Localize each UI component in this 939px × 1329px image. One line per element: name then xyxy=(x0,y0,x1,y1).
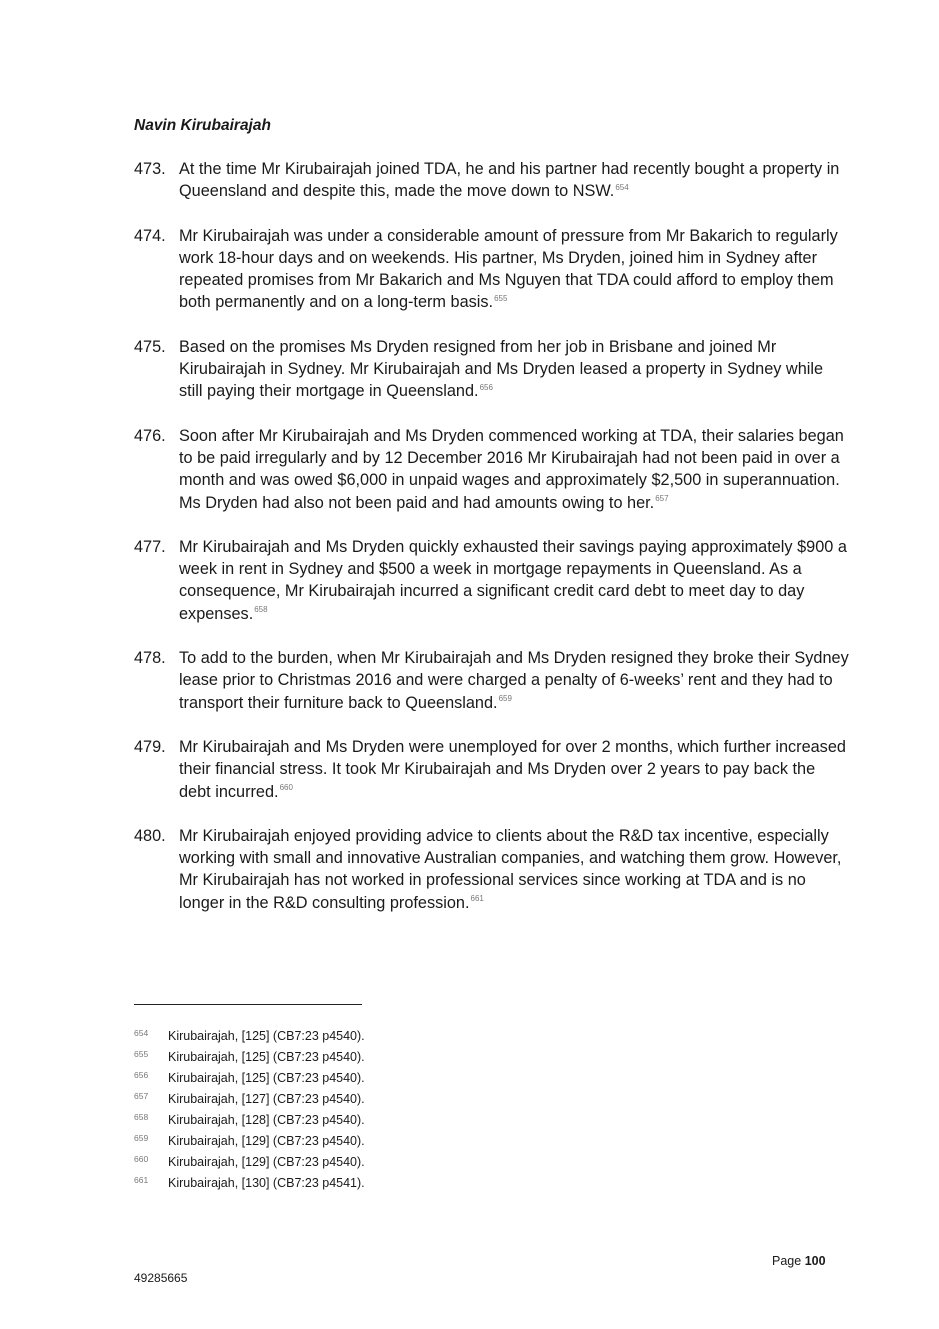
paragraph xyxy=(134,225,850,314)
footnote xyxy=(134,1026,634,1047)
footnote-text: Kirubairajah, [125] (CB7:23 p4540). xyxy=(168,1050,365,1064)
footnote-text: Kirubairajah, [129] (CB7:23 p4540). xyxy=(168,1155,365,1169)
paragraph-text: At the time Mr Kirubairajah joined TDA, he and his partner had recently bought a property in Queensland and despite this, made the move down to NSW. xyxy=(179,160,840,201)
footnote-number: 657 xyxy=(134,1091,149,1101)
paragraph-text: Mr Kirubairajah enjoyed providing advice to clients about the R&D tax incentive, especially working with small and innovative Australian companies, and watching them grow. However, Mr Kirubairajah has not worked in professional services since working at TDA and is no longer in the R&D consulting profession. xyxy=(179,826,842,912)
paragraph-number: 473. xyxy=(134,160,166,178)
footnote-text: Kirubairajah, [125] (CB7:23 p4540). xyxy=(168,1029,365,1043)
footnote-text: Kirubairajah, [128] (CB7:23 p4540). xyxy=(168,1113,365,1127)
paragraph-number: 475. xyxy=(134,337,166,356)
footnote-text: Kirubairajah, [129] (CB7:23 p4540). xyxy=(168,1134,365,1148)
footnote-number: 661 xyxy=(134,1175,149,1185)
footnote-text: Kirubairajah, [125] (CB7:23 p4540). xyxy=(168,1071,365,1085)
footnote-number: 659 xyxy=(134,1133,149,1143)
section-heading: Navin Kirubairajah xyxy=(134,117,271,134)
paragraph xyxy=(134,736,850,803)
paragraph xyxy=(134,425,850,514)
footnote-number: 654 xyxy=(134,1028,149,1038)
paragraph xyxy=(134,647,850,714)
paragraph xyxy=(134,825,850,914)
paragraph-text: Mr Kirubairajah and Ms Dryden quickly exhausted their savings paying approximately $900 a week in rent in Sydney and $500 a week in mortgage repayments in Queensland. As a consequence, Mr Kirubairajah incurred a significant credit card debt to meet day to day expenses. xyxy=(179,537,847,623)
footnote-text: Kirubairajah, [127] (CB7:23 p4540). xyxy=(168,1092,365,1106)
paragraph xyxy=(134,336,850,403)
paragraph-number: 476. xyxy=(134,426,166,445)
paragraph xyxy=(134,536,850,625)
page-label: Page xyxy=(772,1254,802,1268)
footnote xyxy=(134,1047,634,1068)
footnote-separator xyxy=(134,1004,362,1005)
footnote-ref[interactable]: 658 xyxy=(254,605,268,615)
footnote xyxy=(134,1152,634,1173)
footnote xyxy=(134,1089,634,1110)
footnote-ref[interactable]: 656 xyxy=(479,382,493,392)
paragraph-text: Soon after Mr Kirubairajah and Ms Dryden commenced working at TDA, their salaries began to be paid irregularly and by 12 December 2016 Mr Kirubairajah had not been paid in over a month and was owed $6,000 in unpaid wages and approximately $2,500 in superannuation. Ms Dryden had also not been paid and had amounts owing to her. xyxy=(179,426,844,512)
paragraph-text: Mr Kirubairajah was under a considerable amount of pressure from Mr Bakarich to regularly work 18-hour days and on weekends. His partner, Ms Dryden, joined him in Sydney after repeated promises from Mr Bakarich and Ms Nguyen that TDA could afford to employ them both permanently and on a long-term basis. xyxy=(179,226,838,312)
footnote xyxy=(134,1173,634,1194)
paragraph-list xyxy=(134,158,850,936)
footnote-number: 656 xyxy=(134,1070,149,1080)
paragraph-number: 479. xyxy=(134,737,166,756)
footnote-text: Kirubairajah, [130] (CB7:23 p4541). xyxy=(168,1176,365,1190)
paragraph-number: 474. xyxy=(134,226,166,245)
footnote-number: 660 xyxy=(134,1154,149,1164)
footnote xyxy=(134,1068,634,1089)
paragraph xyxy=(134,158,850,203)
footnote-number: 658 xyxy=(134,1112,149,1122)
footnote xyxy=(134,1131,634,1152)
paragraph-text: Based on the promises Ms Dryden resigned from her job in Brisbane and joined Mr Kirubairajah in Sydney. Mr Kirubairajah and Ms Dryden leased a property in Sydney while still paying their mortgage in Queensland. xyxy=(179,337,824,401)
paragraph-number: 477. xyxy=(134,537,166,556)
paragraph-number: 478. xyxy=(134,649,166,668)
page-number-value: 100 xyxy=(804,1254,826,1268)
footnote xyxy=(134,1110,634,1131)
footnote-ref[interactable]: 660 xyxy=(279,783,293,793)
footnote-ref[interactable]: 655 xyxy=(494,294,508,304)
paragraph-number: 480. xyxy=(134,826,166,845)
paragraph-text: To add to the burden, when Mr Kirubairajah and Ms Dryden resigned they broke their Sydney lease prior to Christmas 2016 and were charged a penalty of 6-weeks’ rent and they had to transport their furniture back to Queensland. xyxy=(179,649,849,712)
footnote-list xyxy=(134,1026,634,1194)
footnote-ref[interactable]: 661 xyxy=(470,894,484,904)
page-number xyxy=(772,1254,826,1268)
footnote-ref[interactable]: 659 xyxy=(498,694,512,704)
paragraph-text: Mr Kirubairajah and Ms Dryden were unemployed for over 2 months, which further increased their financial stress. It took Mr Kirubairajah and Ms Dryden over 2 years to pay back the debt incurred. xyxy=(179,737,846,801)
footnote-ref[interactable]: 657 xyxy=(655,494,669,504)
footnote-ref[interactable]: 654 xyxy=(615,182,629,192)
document-id: 49285665 xyxy=(134,1271,188,1285)
footnote-number: 655 xyxy=(134,1049,149,1059)
